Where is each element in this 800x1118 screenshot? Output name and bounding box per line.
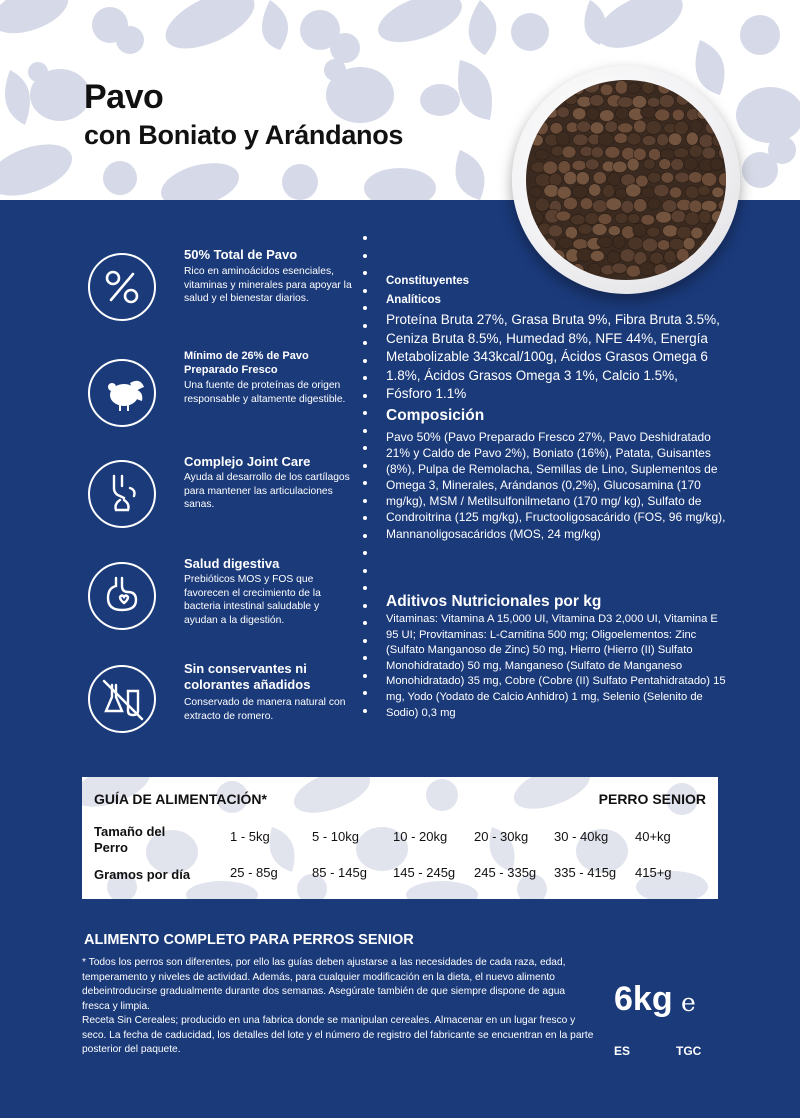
- separator-dot: [363, 446, 367, 450]
- grams-row-label: Gramos por día: [94, 867, 191, 882]
- size-cell: 5 - 10kg: [312, 829, 359, 844]
- separator-dot: [363, 271, 367, 275]
- analytical-section: [386, 272, 506, 310]
- separator-dot: [363, 621, 367, 625]
- product-code: TGC: [676, 1044, 702, 1058]
- benefit-joint-care: [88, 454, 348, 544]
- benefit-title: Sin conservantes ni colorantes añadidos: [184, 661, 311, 692]
- size-cell: 10 - 20kg: [393, 829, 448, 844]
- kibble-fill: [526, 80, 726, 280]
- dotted-separator: [363, 236, 369, 726]
- turkey-icon: [88, 359, 156, 427]
- analytical-values: [386, 311, 726, 404]
- benefit-fresh-turkey: [88, 349, 348, 439]
- benefit-title: Mínimo de 26% de Pavo Preparado Fresco: [184, 350, 309, 376]
- size-cell: 1 - 5kg: [230, 829, 270, 844]
- separator-dot: [363, 481, 367, 485]
- product-subtitle: con Boniato y Arándanos: [84, 120, 404, 150]
- additives-section: [386, 592, 726, 721]
- benefit-text: Prebióticos MOS y FOS que favorecen el crecimiento de la bacteria intestinal saludable y ayudan a la digestión.: [184, 574, 321, 626]
- footer-notes: [82, 956, 594, 1058]
- separator-dot: [363, 254, 367, 258]
- benefit-text: Rico en aminoácidos esenciales, vitaminas y minerales para apoyar la salud y el bienestar diarios.: [184, 266, 352, 304]
- separator-dot: [363, 656, 367, 660]
- benefit-turkey-percent: [88, 247, 352, 337]
- grams-cell: 335 - 415g: [554, 865, 617, 880]
- grams-cell: 85 - 145g: [312, 865, 367, 880]
- size-cell: 30 - 40kg: [554, 829, 609, 844]
- separator-dot: [363, 551, 367, 555]
- feeding-guide-category: PERRO SENIOR: [598, 791, 706, 807]
- separator-dot: [363, 464, 367, 468]
- kibble-bowl-image: [512, 66, 740, 294]
- size-cell: 40+kg: [635, 829, 671, 844]
- estimated-sign-icon: e: [681, 988, 696, 1017]
- separator-dot: [363, 341, 367, 345]
- separator-dot: [363, 534, 367, 538]
- separator-dot: [363, 289, 367, 293]
- separator-dot: [363, 306, 367, 310]
- grams-cell: 415+g: [635, 865, 672, 880]
- size-row-label: Tamaño del Perro: [94, 824, 166, 855]
- separator-dot: [363, 674, 367, 678]
- benefit-title: 50% Total de Pavo: [184, 247, 298, 262]
- composition-heading: Composición: [386, 407, 485, 424]
- separator-dot: [363, 236, 367, 240]
- percent-icon: [88, 253, 156, 321]
- separator-dot: [363, 604, 367, 608]
- benefit-no-preservatives: [88, 661, 348, 751]
- composition-section: [386, 406, 726, 542]
- grams-cell: 245 - 335g: [474, 865, 537, 880]
- net-weight: 6kg: [614, 980, 673, 1018]
- separator-dot: [363, 359, 367, 363]
- separator-dot: [363, 499, 367, 503]
- additives-heading: Aditivos Nutricionales por kg: [386, 593, 602, 610]
- feeding-disclaimer: * Todos los perros son diferentes, por ello las guías deben ajustarse a las necesidades de cada raza, edad, temperamento y niveles de actividad. Además, para cualquier modificación en la dieta, el nuevo alimento debeintroducirse gradualmente durante dos semanas. Asegúrate también de que siempre dispone de agua fresca y limpia.: [82, 957, 566, 1012]
- separator-dot: [363, 376, 367, 380]
- analytical-text: Proteína Bruta 27%, Grasa Bruta 9%, Fibra Bruta 3.5%, Ceniza Bruta 8.5%, Humedad 8%, NFE 44%, Energía Metabolizable 343kcal/100g, Ácidos Grasos Omega 6 1.8%, Ácidos Grasos Omega 3 1%, Calcio 1.5%, Fósforo 1.1%: [386, 312, 720, 402]
- separator-dot: [363, 639, 367, 643]
- grams-cell: 25 - 85g: [230, 865, 278, 880]
- stomach-icon: [88, 562, 156, 630]
- storage-notes: Receta Sin Cereales; producido en una fabrica donde se manipulan cereales. Almacenar en un lugar fresco y seco. La fecha de caducidad, los detalles del lote y el número de registro del fabricante se encuentran en la parte posterior del paquete.: [82, 1015, 594, 1055]
- benefit-text: Una fuente de proteínas de origen responsable y altamente digestible.: [184, 380, 346, 405]
- separator-dot: [363, 429, 367, 433]
- additives-text: Vitaminas: Vitamina A 15,000 UI, Vitamina D3 2,000 UI, Vitamina E 95 UI; Provitaminas: L-Carnitina 500 mg; Oligoelementos: Zinc (Sulfato Manganoso de Zinc) 50 mg, Hierro (Hierro (II) Sulfato Monohidratado) 50 mg, Manganeso (Sulfato de Manganeso Monohidratado) 35 mg, Cobre (Cobre (II) Sulfato Pentahidratado) 15 mg, Yodo (Yodato de Calcio Anhidro) 1 mg, Selenio (Selenito de Sodio) 0,3 mg: [386, 613, 726, 719]
- separator-dot: [363, 516, 367, 520]
- feeding-guide-title: GUÍA DE ALIMENTACIÓN*: [94, 791, 267, 807]
- joint-icon: [88, 460, 156, 528]
- size-cell: 20 - 30kg: [474, 829, 529, 844]
- analytical-heading: Constituyentes Analíticos: [386, 275, 470, 306]
- no-preservatives-icon: [88, 665, 156, 733]
- separator-dot: [363, 691, 367, 695]
- feeding-guide-table: [82, 777, 718, 899]
- grams-cell: 145 - 245g: [393, 865, 456, 880]
- benefit-digestive: [88, 556, 348, 646]
- language-code: ES: [614, 1044, 631, 1058]
- separator-dot: [363, 569, 367, 573]
- benefit-text: Ayuda al desarrollo de los cartílagos para mantener las articulaciones sanas.: [184, 472, 350, 510]
- product-title: Pavo: [84, 78, 164, 116]
- complete-food-heading: ALIMENTO COMPLETO PARA PERROS SENIOR: [84, 932, 414, 948]
- benefit-text: Conservado de manera natural con extracto de romero.: [184, 697, 346, 722]
- benefit-title: Salud digestiva: [184, 556, 280, 571]
- separator-dot: [363, 411, 367, 415]
- separator-dot: [363, 586, 367, 590]
- composition-text: Pavo 50% (Pavo Preparado Fresco 27%, Pavo Deshidratado 21% y Caldo de Pavo 2%), Boniato (16%), Patata, Guisantes (8%), Pulpa de Remolacha, Semillas de Lino, Suplementos de Omega 3, Minerales, Arándanos (0,2%), Glucosamina (170 mg/kg), MSM / Metilsulfonilmetano (170 mg/ kg), Sulfato de Condroitrina (125 mg/kg), Fructooligosacárido (FOS, 96 mg/kg), Mannanoligosacáridos (MOS, 24 mg/kg): [386, 430, 726, 541]
- benefit-title: Complejo Joint Care: [184, 454, 311, 469]
- separator-dot: [363, 709, 367, 713]
- separator-dot: [363, 394, 367, 398]
- separator-dot: [363, 324, 367, 328]
